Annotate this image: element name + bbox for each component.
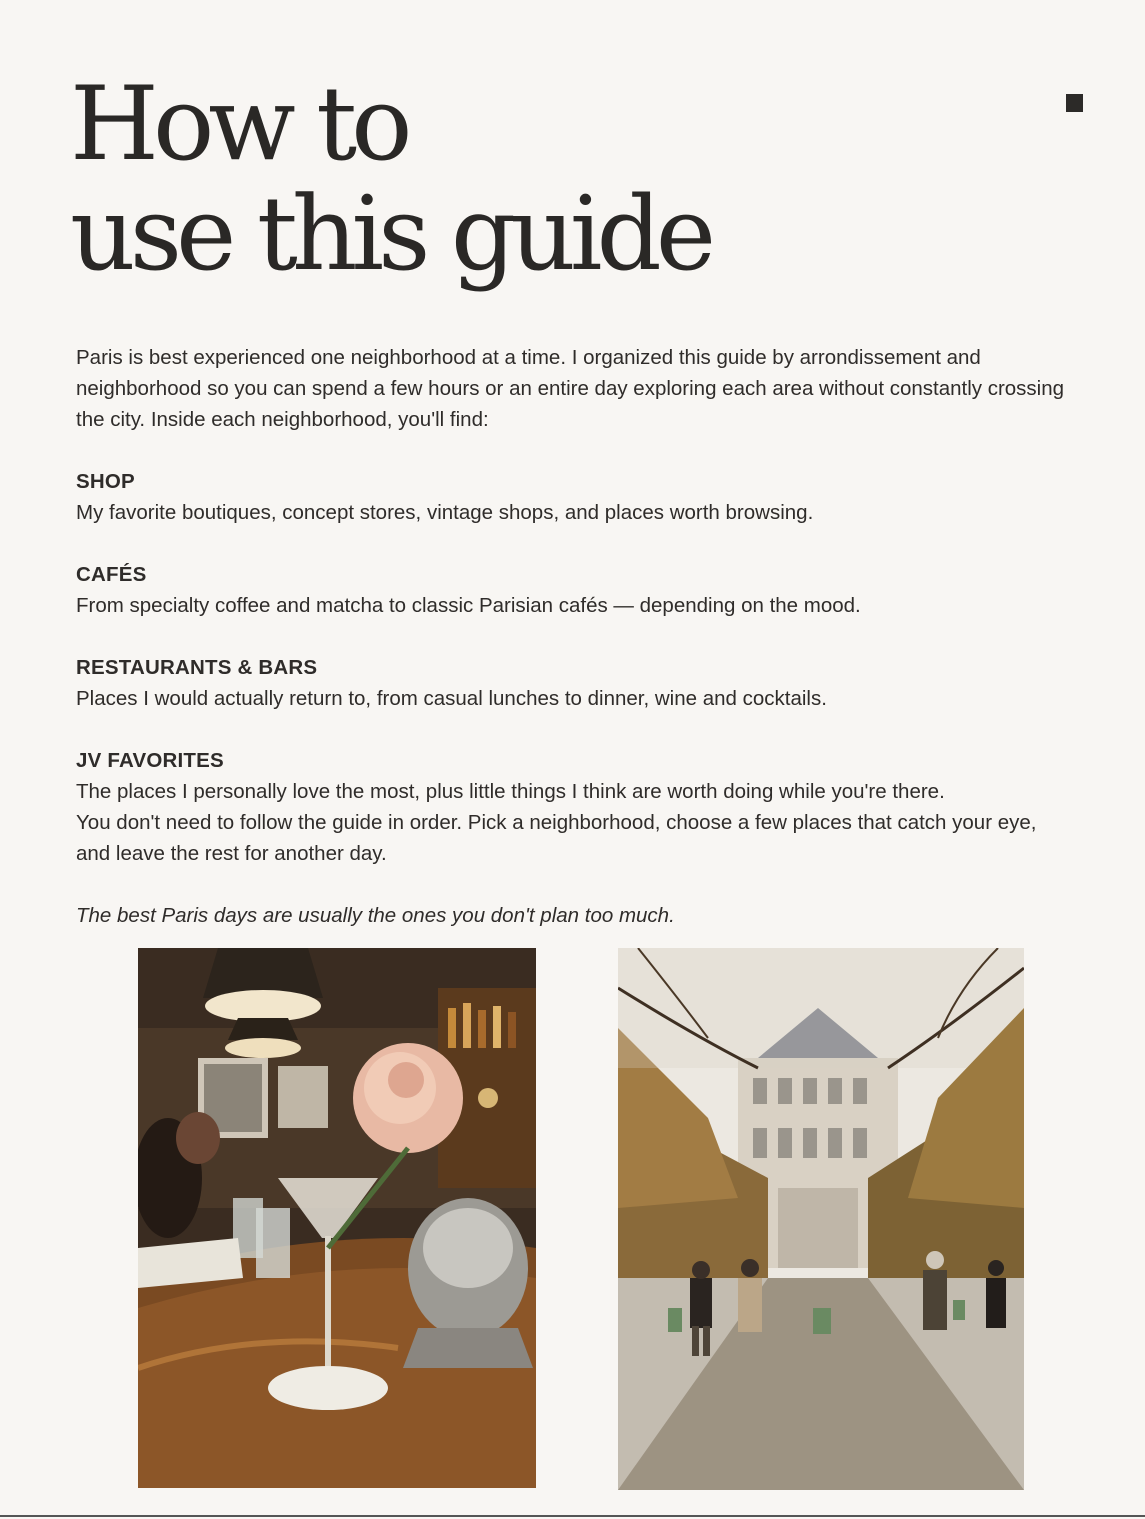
bar-cocktail-photo (138, 948, 536, 1488)
tuileries-garden-photo (618, 948, 1024, 1490)
section-shop (76, 466, 1066, 528)
page-title (70, 65, 711, 294)
section-restaurants-bars (76, 652, 1066, 714)
section-title: JV FAVORITES (76, 749, 224, 772)
section-text: Places I would actually return to, from casual lunches to dinner, wine and cocktails. (76, 687, 827, 710)
section-jv-favorites (76, 745, 1066, 807)
page-title-line-1: How to (70, 65, 407, 184)
section-cafes (76, 559, 1066, 621)
section-title: RESTAURANTS & BARS (76, 656, 318, 679)
section-title: CAFÉS (76, 563, 147, 586)
section-title: SHOP (76, 470, 135, 493)
section-text: The places I personally love the most, plus little things I think are worth doing while you're there. (76, 780, 945, 803)
section-text: From specialty coffee and matcha to classic Parisian cafés — depending on the mood. (76, 594, 861, 617)
corner-square-decoration (1066, 94, 1083, 112)
guide-body (76, 342, 1066, 931)
page-title-line-2: use this guide (70, 175, 711, 294)
section-text: My favorite boutiques, concept stores, vintage shops, and places worth browsing. (76, 501, 814, 524)
page-bottom-rule (0, 1515, 1145, 1517)
closing-quote: The best Paris days are usually the ones you don't plan too much. (76, 904, 675, 927)
closing-paragraph: You don't need to follow the guide in order. Pick a neighborhood, choose a few places that catch your eye, and leave the rest for another day. (76, 811, 1037, 865)
intro-paragraph: Paris is best experienced one neighborhood at a time. I organized this guide by arrondissement and neighborhood so you can spend a few hours or an entire day exploring each area without constantly crossing the city. Inside each neighborhood, you'll find: (76, 346, 1065, 431)
